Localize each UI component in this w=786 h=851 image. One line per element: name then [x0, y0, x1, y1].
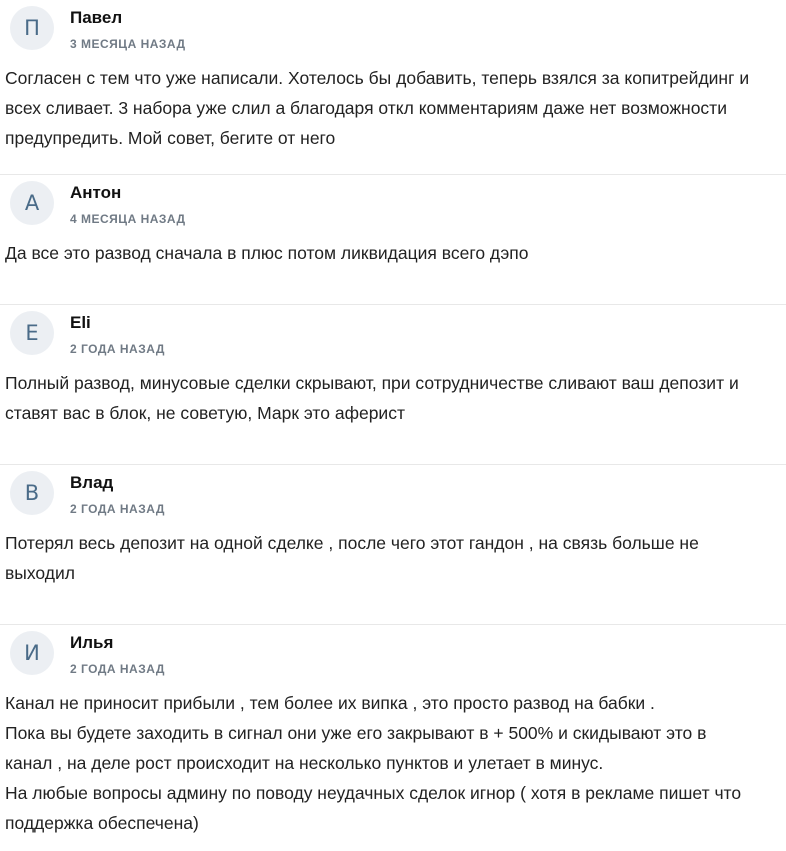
comment-text — [5, 233, 782, 268]
author-name[interactable]: Влад — [70, 473, 114, 492]
comment-date: 2 ГОДА НАЗАД — [70, 662, 165, 676]
avatar[interactable]: E — [10, 311, 54, 355]
comment-text — [5, 683, 782, 838]
comment-item — [0, 304, 786, 464]
comment-text-line: выходил — [5, 563, 75, 583]
comment-item — [0, 464, 786, 624]
comment-item — [0, 0, 786, 174]
comment-text-line: предупредить. Мой совет, бегите от него — [5, 128, 336, 148]
comment-text-line: Канал не приносит прибыли , тем более их випка , это просто развод на бабки . — [5, 693, 655, 713]
comment-header — [5, 625, 782, 683]
comment-date: 4 МЕСЯЦА НАЗАД — [70, 212, 186, 226]
comment-text-line: Потерял весь депозит на одной сделке , после чего этот гандон , на связь больше не — [5, 533, 699, 553]
comment-date: 2 ГОДА НАЗАД — [70, 342, 165, 356]
avatar[interactable]: В — [10, 471, 54, 515]
comment-text-line: Согласен с тем что уже написали. Хотелось бы добавить, теперь взялся за копитрейдинг и — [5, 68, 750, 88]
avatar[interactable]: А — [10, 181, 54, 225]
comment-text-line: Да все это развод сначала в плюс потом ликвидация всего дэпо — [5, 243, 529, 263]
comment-date: 2 ГОДА НАЗАД — [70, 502, 165, 516]
comment-text — [5, 58, 782, 153]
comment-header — [5, 465, 782, 523]
author-name[interactable]: Павел — [70, 8, 123, 27]
comment-text-line: всех сливает. 3 набора уже слил а благодаря откл комментариям даже нет возможности — [5, 98, 727, 118]
avatar[interactable]: П — [10, 6, 54, 50]
comment-item — [0, 174, 786, 304]
author-name[interactable]: Илья — [70, 633, 114, 652]
comment-text — [5, 363, 782, 428]
comment-text-line: На любые вопросы админу по поводу неудачных сделок игнор ( хотя в рекламе пишет что — [5, 783, 742, 803]
comment-date: 3 МЕСЯЦА НАЗАД — [70, 37, 186, 51]
comment-text-line: Полный развод, минусовые сделки скрывают, при сотрудничестве сливают ваш депозит и — [5, 373, 739, 393]
author-name[interactable]: Антон — [70, 183, 122, 202]
comment-header — [5, 0, 782, 58]
comment-text-line: ставят вас в блок, не советую, Марк это аферист — [5, 403, 405, 423]
comment-header — [5, 305, 782, 363]
comment-text-line: Пока вы будете заходить в сигнал они уже его закрывают в + 500% и скидывают это в — [5, 723, 707, 743]
comment-item — [0, 624, 786, 851]
author-name[interactable]: Eli — [70, 313, 91, 332]
comment-text-line: канал , на деле рост происходит на несколько пунктов и улетает в минус. — [5, 753, 604, 773]
comment-text — [5, 523, 782, 588]
comment-text-line: поддержка обеспечена) — [5, 813, 199, 833]
avatar[interactable]: И — [10, 631, 54, 675]
comment-header — [5, 175, 782, 233]
